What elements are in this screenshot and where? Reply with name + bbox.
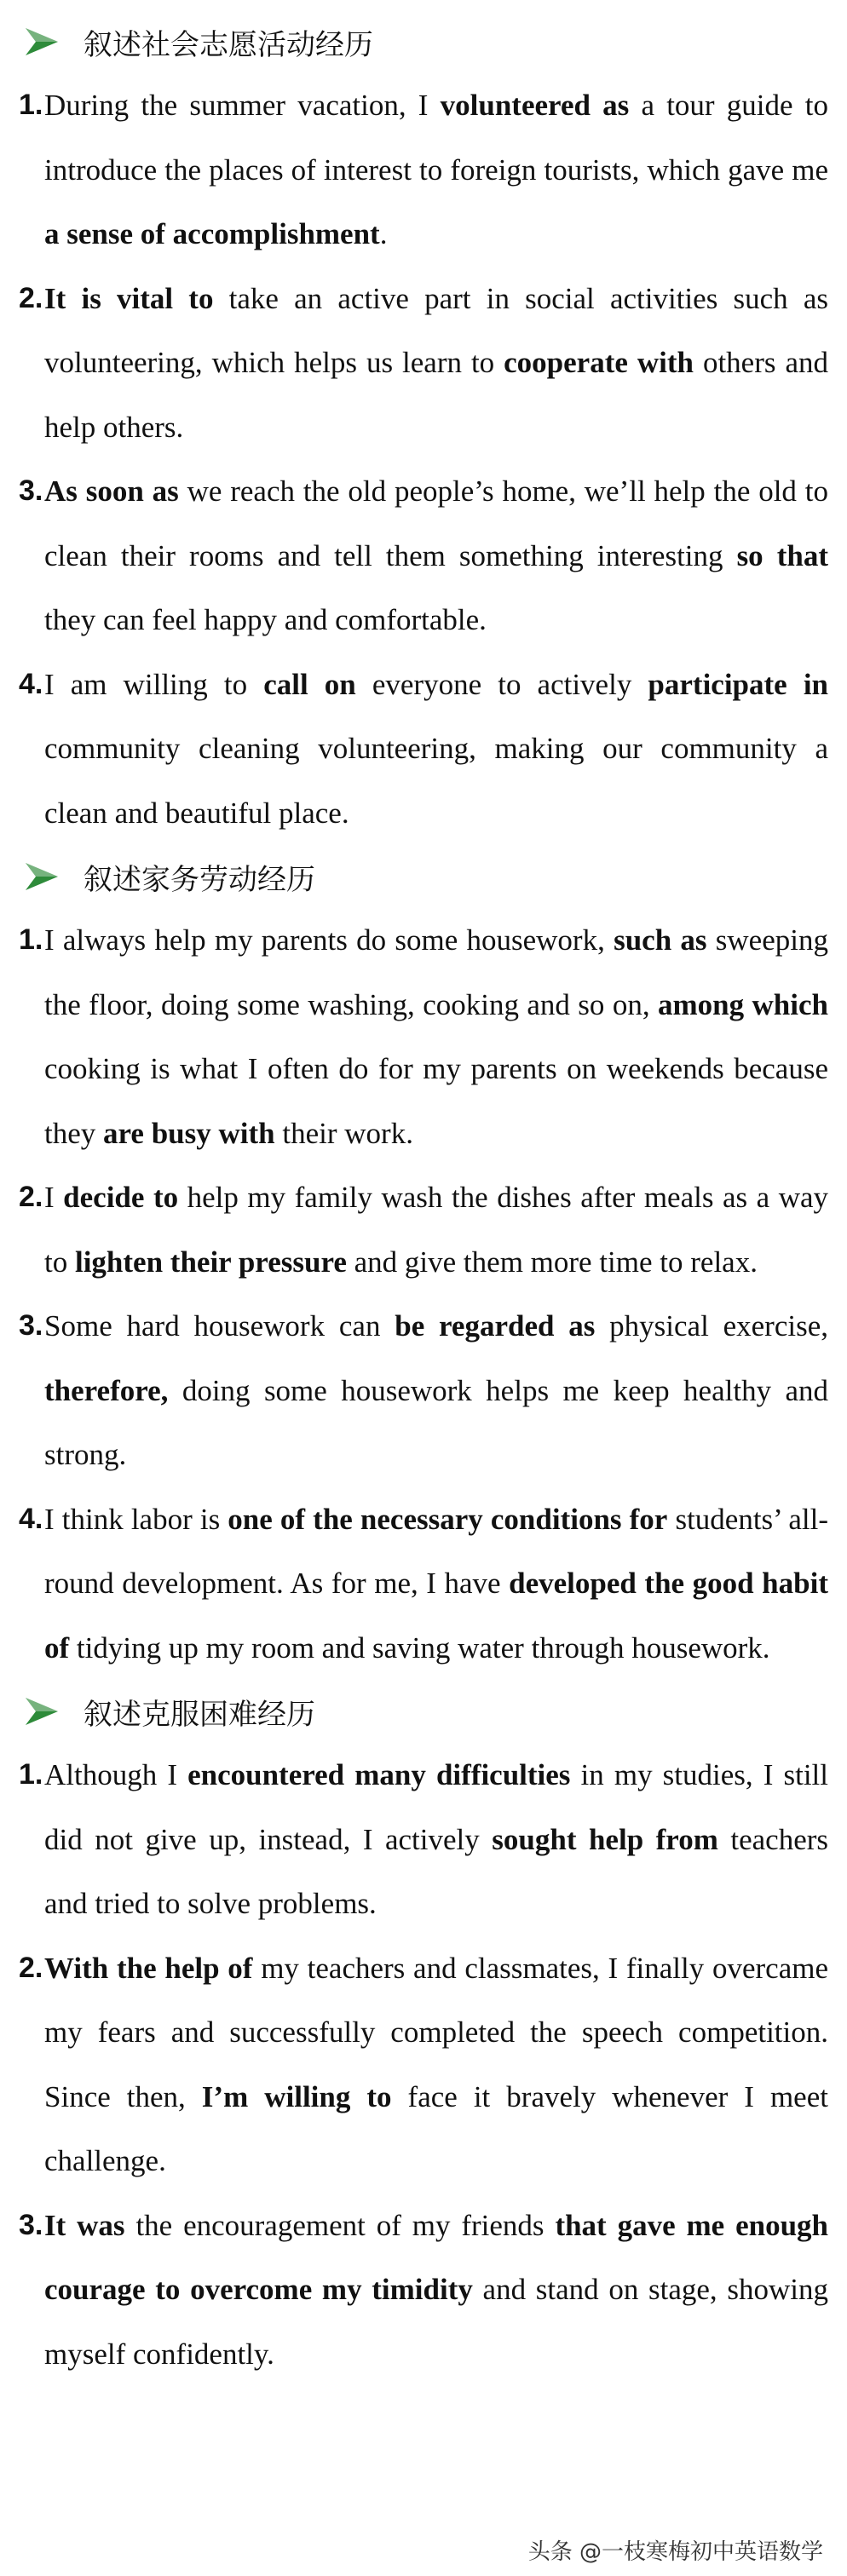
sentence-text: in my studies, I still did not give up, instead, I actively xyxy=(44,1758,828,1856)
sentence-text: doing some housework helps me keep healthy and strong. xyxy=(44,1373,828,1471)
key-phrase: developed the good habit of xyxy=(44,1567,828,1665)
watermark: 头条 @一枝寒梅初中英语数学 xyxy=(523,2533,828,2567)
key-phrase: lighten their pressure xyxy=(74,1245,347,1279)
sentence-text: physical exercise, xyxy=(595,1309,828,1343)
key-phrase: sought help from xyxy=(492,1822,718,1856)
item-number: 2. xyxy=(19,1181,43,1213)
sentence-text: face it bravely whenever I meet challenge. xyxy=(44,2079,828,2177)
list-item xyxy=(19,1294,828,1487)
sentence-text: cooking is what I often do for my parents on weekends because they xyxy=(44,1052,828,1150)
sentence-text: I think labor is xyxy=(44,1502,228,1536)
key-phrase: It is vital to xyxy=(44,281,214,315)
key-phrase: a sense of accomplishment xyxy=(44,217,380,250)
item-number: 1. xyxy=(19,1758,43,1791)
key-phrase: I’m willing to xyxy=(201,2079,392,2113)
list-item xyxy=(19,73,828,267)
section-heading-text: 叙述家务劳动经历 xyxy=(84,862,315,897)
sentence-text: I always help my parents do some housework, xyxy=(44,923,614,957)
sentence-text: During the summer vacation, I xyxy=(44,89,441,122)
list-item xyxy=(19,1743,828,1936)
key-phrase: decide to xyxy=(63,1181,179,1214)
arrow-bullet-icon xyxy=(24,1694,60,1728)
sentence-text: Some hard housework can xyxy=(44,1309,395,1343)
key-phrase: encountered many difficulties xyxy=(187,1758,571,1791)
list-item xyxy=(19,653,828,846)
list-item xyxy=(19,267,828,460)
sentence-text: others and help others. xyxy=(44,346,828,444)
sentence-text: they can feel happy and comfortable. xyxy=(44,603,487,636)
list-item xyxy=(19,2194,828,2387)
key-phrase: be regarded as xyxy=(395,1309,596,1343)
sentence-text: a tour guide to introduce the places of interest to foreign tourists, which gave me xyxy=(44,89,828,187)
item-number: 3. xyxy=(19,2208,43,2241)
item-number: 4. xyxy=(19,1502,43,1535)
item-number: 2. xyxy=(19,281,43,314)
key-phrase: are busy with xyxy=(103,1116,275,1150)
list-item xyxy=(19,459,828,653)
sentence-text: Although I xyxy=(44,1758,188,1791)
list-item xyxy=(19,1487,828,1681)
key-phrase: volunteered as xyxy=(440,89,630,122)
sentence-text: sweeping the floor, doing some washing, cooking and so on, xyxy=(44,923,828,1021)
sentence-text: community cleaning volunteering, making our community a clean and beautiful place. xyxy=(44,732,828,830)
sentence-text: we reach the old people’s home, we’ll help the old to clean their rooms and tell them something interesting xyxy=(44,474,828,572)
section-heading xyxy=(19,845,828,908)
section-heading-text: 叙述克服困难经历 xyxy=(84,1697,315,1732)
section xyxy=(19,10,828,845)
section-heading xyxy=(19,10,828,73)
section-heading-text: 叙述社会志愿活动经历 xyxy=(84,27,373,62)
key-phrase: call on xyxy=(263,667,356,701)
item-number: 2. xyxy=(19,1951,43,1984)
sentence-text: everyone to actively xyxy=(355,667,648,701)
key-phrase: With the help of xyxy=(44,1951,253,1985)
sentence-text: . xyxy=(379,217,388,250)
item-number: 4. xyxy=(19,667,43,700)
key-phrase: one of the necessary conditions for xyxy=(228,1502,668,1536)
sentence-text: tidying up my room and saving water through housework. xyxy=(69,1630,770,1665)
sentence-text: and stand on stage, showing myself confidently. xyxy=(44,2273,828,2371)
sentence-text: I am willing to xyxy=(44,667,264,701)
sentence-text: my teachers and classmates, I finally overcame my fears and successfully completed the speech competition. Since then, xyxy=(44,1951,829,2113)
sentence-text: I xyxy=(44,1181,64,1214)
key-phrase: cooperate with xyxy=(504,346,694,379)
list-item xyxy=(19,1936,828,2194)
section xyxy=(19,1680,828,2386)
item-number: 1. xyxy=(19,89,43,121)
section-heading xyxy=(19,1680,828,1743)
item-number: 1. xyxy=(19,923,43,956)
key-phrase: therefore, xyxy=(44,1373,169,1407)
arrow-bullet-icon xyxy=(24,860,60,894)
sentence-text: the encouragement of my friends xyxy=(124,2208,556,2242)
list-item xyxy=(19,908,828,1165)
key-phrase: participate in xyxy=(648,667,829,701)
sentence-text: take an active part in social activities such as volunteering, which helps us learn to xyxy=(44,281,829,379)
section xyxy=(19,845,828,1680)
key-phrase: that gave me enough courage to overcome my timidity xyxy=(44,2208,828,2306)
item-number: 3. xyxy=(19,1309,43,1342)
sentence-text: students’ all-round development. As for me, I have xyxy=(44,1502,828,1600)
sentence-text: teachers and tried to solve problems. xyxy=(44,1822,829,1920)
sentence-text: help my family wash the dishes after meals as a way to xyxy=(44,1181,829,1279)
arrow-bullet-icon xyxy=(24,25,60,59)
sentence-text: and give them more time to relax. xyxy=(346,1245,758,1279)
list-item xyxy=(19,1165,828,1294)
sentence-text: their work. xyxy=(274,1116,413,1150)
key-phrase: among which xyxy=(658,987,828,1021)
key-phrase: such as xyxy=(614,923,707,957)
key-phrase: so that xyxy=(736,538,828,572)
key-phrase: As soon as xyxy=(44,474,179,508)
key-phrase: It was xyxy=(44,2208,125,2242)
item-number: 3. xyxy=(19,474,43,507)
